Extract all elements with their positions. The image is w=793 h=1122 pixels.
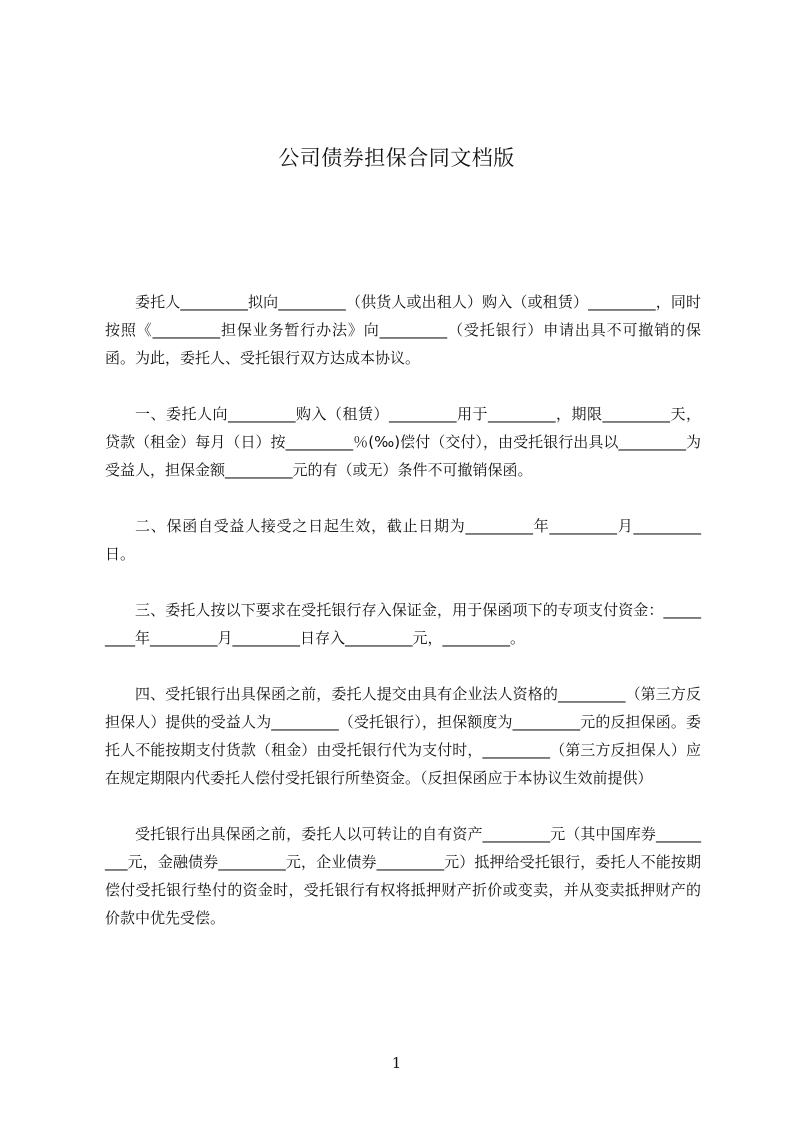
- collateral-paragraph: 受托银行出具保函之前，委托人以可转让的自有资产_________元（其中国库券_________元，金融债券_________元，企业债券_________元）抵押给受托银行，委托人不能按期偿付受托银行垫付的资金时，受托银行有权将抵押财产折价或变卖，并从变卖抵押财产的价款中优先受偿。: [105, 825, 701, 927]
- clause-3-paragraph: 三、委托人按以下要求在受托银行存入保证金，用于保函项下的专项支付资金：_________年_________月_________日存入_________元，_________。: [105, 601, 701, 647]
- clause-4-paragraph: 四、受托银行出具保函之前，委托人提交由具有企业法人资格的_________（第三方反担保人）提供的受益人为_________（受托银行），担保额度为_________元的反担保函。委托人不能按期支付货款（租金）由受托银行代为支付时，_________（第三方反担保人）应在规定期限内代委托人偿付受托银行所垫资金。（反担保函应于本协议生效前提供）: [105, 685, 701, 787]
- intro-paragraph: 委托人_________拟向_________（供货人或出租人）购入（或租赁）_________，同时按照《_________担保业务暂行办法》向_________（受托银行）申请出具不可撤销的保函。为此，委托人、受托银行双方达成本协议。: [105, 293, 701, 367]
- document-title: 公司债券担保合同文档版: [278, 146, 515, 170]
- document-body: [105, 288, 701, 960]
- clause-2-paragraph: 二、保函自受益人接受之日起生效，截止日期为_________年_________月_________日。: [105, 517, 701, 563]
- page-number: 1: [391, 1054, 402, 1072]
- clause-1-paragraph: 一、委托人向_________购入（租赁）_________用于_________，期限_________天，贷款（租金）每月（日）按_________％(‰)偿付（交付），由受托银行出具以_________为受益人，担保金额_________元的有（或无）条件不可撤销保函。: [105, 405, 701, 479]
